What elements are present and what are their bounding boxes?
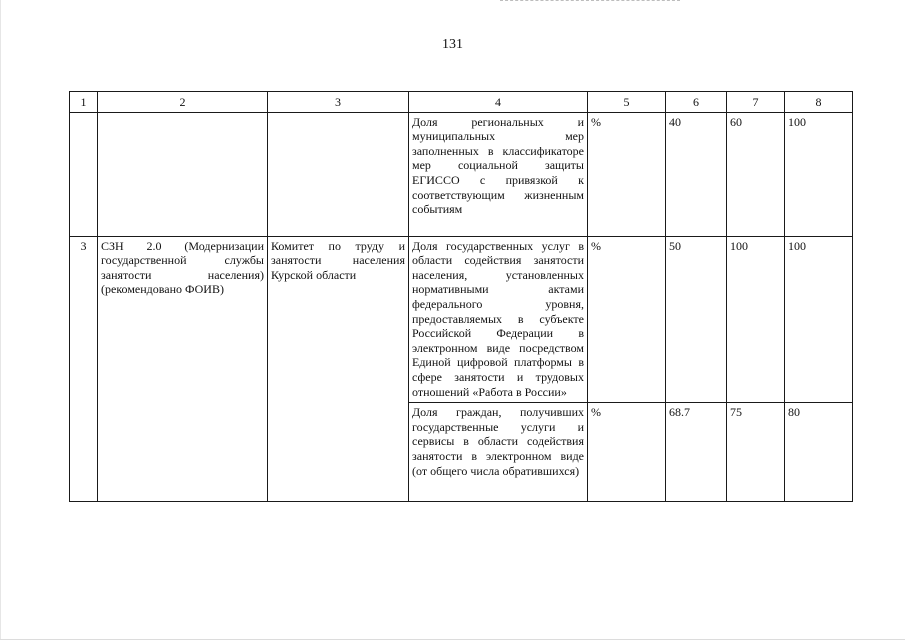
cell-name: [98, 112, 268, 236]
cell-name: СЗН 2.0 (Модернизации государственной службы занятости населения) (рекомендовано ФОИВ): [98, 236, 268, 502]
cell-value-8: 80: [785, 403, 853, 502]
cell-unit: %: [588, 112, 666, 236]
header-col-1: 1: [70, 92, 98, 113]
cell-value-7: 75: [727, 403, 785, 502]
cell-num: [70, 112, 98, 236]
cell-responsible: [268, 112, 409, 236]
cell-value-8: 100: [785, 236, 853, 403]
table-row: [70, 236, 853, 403]
cell-value-7: 100: [727, 236, 785, 403]
header-row: [70, 92, 853, 113]
header-col-7: 7: [727, 92, 785, 113]
cell-value-6: 40: [666, 112, 727, 236]
header-col-5: 5: [588, 92, 666, 113]
cell-unit: %: [588, 236, 666, 403]
header-col-6: 6: [666, 92, 727, 113]
cell-value-8: 100: [785, 112, 853, 236]
cell-responsible: Комитет по труду и занятости населения Курской области: [268, 236, 409, 502]
cell-value-6: 68.7: [666, 403, 727, 502]
header-col-3: 3: [268, 92, 409, 113]
cell-indicator: Доля граждан, получивших государственные услуги и сервисы в области содействия занятости в электронном виде (от общего числа обратившихся): [409, 403, 588, 502]
cell-indicator: Доля региональных и муниципальных мер заполненных в классификаторе мер социальной защиты ЕГИССО с привязкой к соответствующим жизненным событиям: [409, 112, 588, 236]
cell-indicator: Доля государственных услуг в области содействия занятости населения, установленных нормативными актами федерального уровня, предоставляемых в субъекте Российской Федерации в электронном виде посредством Единой цифровой платформы в сфере занятости и трудовых отношений «Работа в России»: [409, 236, 588, 403]
header-col-8: 8: [785, 92, 853, 113]
scan-left-edge: [0, 0, 1, 640]
cell-value-7: 60: [727, 112, 785, 236]
scan-top-marks: [500, 0, 680, 4]
data-table: [69, 91, 853, 502]
header-col-2: 2: [98, 92, 268, 113]
cell-value-6: 50: [666, 236, 727, 403]
cell-unit: %: [588, 403, 666, 502]
page-number: 131: [442, 37, 463, 52]
table-row: [70, 112, 853, 236]
header-col-4: 4: [409, 92, 588, 113]
cell-num: 3: [70, 236, 98, 502]
